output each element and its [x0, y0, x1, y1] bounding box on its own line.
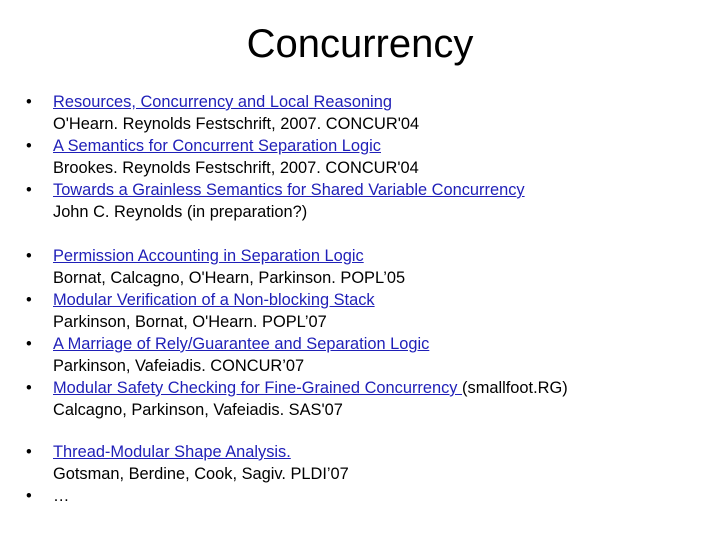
reference-link[interactable]: A Semantics for Concurrent Separation Logic	[53, 137, 381, 155]
bullet-icon: •	[26, 487, 32, 505]
reference-link[interactable]: Thread-Modular Shape Analysis.	[53, 443, 291, 461]
bullet-icon: •	[26, 335, 32, 353]
reference-authors: Calcagno, Parkinson, Vafeiadis. SAS'07	[53, 401, 343, 419]
reference-authors: John C. Reynolds (in preparation?)	[53, 203, 308, 221]
bullet-icon: •	[26, 291, 32, 309]
reference-group-1	[26, 91, 706, 223]
bullet-icon: •	[26, 247, 32, 265]
reference-authors: Gotsman, Berdine, Cook, Sagiv. PLDI’07	[53, 465, 349, 483]
reference-item	[26, 91, 706, 135]
bullet-icon: •	[26, 443, 32, 461]
reference-authors: Bornat, Calcagno, O'Hearn, Parkinson. POPL’05	[53, 269, 406, 287]
page-title: Concurrency	[246, 22, 474, 66]
reference-link[interactable]: Permission Accounting in Separation Logic	[53, 247, 364, 265]
reference-item	[26, 485, 706, 507]
reference-item	[26, 289, 706, 333]
reference-link[interactable]: A Marriage of Rely/Guarantee and Separation Logic	[53, 335, 430, 353]
reference-authors: Parkinson, Bornat, O'Hearn. POPL’07	[53, 313, 327, 331]
reference-item	[26, 135, 706, 179]
bullet-icon: •	[26, 93, 32, 111]
reference-link[interactable]: Modular Safety Checking for Fine-Grained Concurrency	[53, 379, 463, 397]
reference-authors: O'Hearn. Reynolds Festschrift, 2007. CONCUR'04	[53, 115, 420, 133]
reference-link[interactable]: Modular Verification of a Non-blocking Stack	[53, 291, 375, 309]
reference-item	[26, 333, 706, 377]
reference-item	[26, 441, 706, 485]
reference-group-2	[26, 245, 706, 421]
reference-item	[26, 179, 706, 223]
bullet-icon: •	[26, 137, 32, 155]
reference-authors: Brookes. Reynolds Festschrift, 2007. CONCUR'04	[53, 159, 419, 177]
reference-authors: Parkinson, Vafeiadis. CONCUR’07	[53, 357, 305, 375]
reference-link[interactable]: Towards a Grainless Semantics for Shared Variable Concurrency	[53, 181, 525, 199]
reference-note: (smallfoot.RG)	[462, 379, 568, 397]
reference-item	[26, 245, 706, 289]
bullet-icon: •	[26, 181, 32, 199]
reference-group-3	[26, 441, 706, 507]
reference-item	[26, 377, 706, 421]
ellipsis-text: …	[53, 487, 70, 505]
reference-link[interactable]: Resources, Concurrency and Local Reasoning	[53, 93, 392, 111]
bullet-icon: •	[26, 379, 32, 397]
